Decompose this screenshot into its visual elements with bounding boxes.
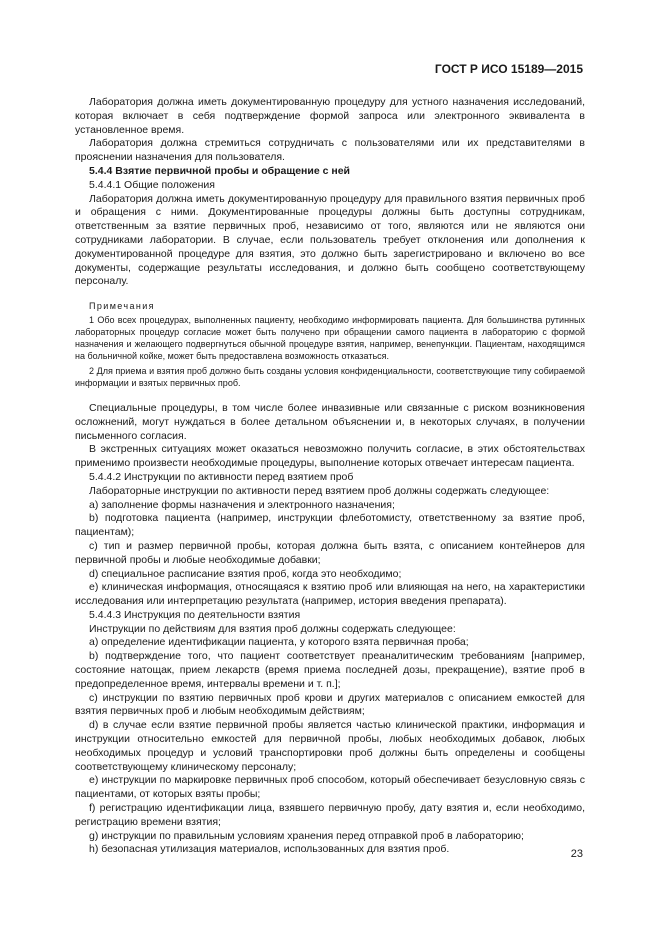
list-item: a) определение идентификации пациента, у которого взята первичная проба; xyxy=(89,636,469,649)
list-item: a) заполнение формы назначения и электронного назначения; xyxy=(89,498,395,511)
list-item: g) инструкции по правильным условиям хранения перед отправкой проб в лабораторию; xyxy=(89,829,524,842)
page-number: 23 xyxy=(570,848,583,860)
paragraph: Лаборатория должна стремиться сотрудничать с пользователями или их представителями в прояснении назначения для пользователя. xyxy=(75,137,585,164)
note-1: 1 Обо всех процедурах, выполненных пациенту, необходимо информировать пациента. Для большинства рутинных лабораторных процедур согласие может быть получено при обращении самого пациента в лабораторию с формой назначения и желающего подвергнуться обычной процедуре взятия, например, венепункции. Пациентам, находящимся на больничной койке, может быть предоставлена возможность отказаться. xyxy=(75,315,585,361)
list-item: d) в случае если взятие первичной пробы является частью клинической практики, информация и инструкции относительно емкостей для первичной пробы, любых необходимых добавок, любых необходимых процедур и условий транспортировки проб должны быть определены и сообщены соответствующему клиническому персоналу; xyxy=(75,719,585,773)
list-item: c) инструкции по взятию первичных проб крови и других материалов с описанием емкостей для взятия первичных проб и любым необходимым действиям; xyxy=(75,691,585,718)
paragraph: Лабораторные инструкции по активности перед взятием проб должны содержать следующее: xyxy=(89,484,550,497)
list-item: c) тип и размер первичной пробы, которая должна быть взята, с описанием контейнеров для первичной пробы и любые необходимые добавки; xyxy=(75,539,585,566)
paragraph: Лаборатория должна иметь документированную процедуру для устного назначения исследований, которая включает в себя подтверждение формой запроса или электронного эквивалента в установленное время. xyxy=(75,96,585,136)
list-item: f) регистрацию идентификации лица, взявшего первичную пробу, дату взятия и, если необходимо, регистрацию времени взятия; xyxy=(75,802,585,828)
note-2: 2 Для приема и взятия проб должно быть созданы условия конфиденциальности, соответствующие типу собираемой информации и взятых первичных проб. xyxy=(75,366,585,389)
page-body xyxy=(75,96,585,857)
paragraph: Специальные процедуры, в том числе более инвазивные или связанные с риском возникновения осложнений, могут нуждаться в более детальном объяснении и, в некоторых случаях, в получении письменного согласия. xyxy=(75,401,585,442)
list-item: e) клиническая информация, относящаяся к взятию проб или влияющая на него, на характеристики исследования или интерпретацию результата (например, история введения препарата). xyxy=(75,581,585,608)
section-heading-5-4-4: 5.4.4 Взятие первичной пробы и обращение с ней xyxy=(89,164,350,177)
list-item: b) подготовка пациента (например, инструкции флеботомисту, ответственному за взятие проб, пациентам); xyxy=(75,512,585,539)
subsection-heading-5-4-4-3: 5.4.4.3 Инструкция по деятельности взятия xyxy=(89,608,301,621)
document-header: ГОСТ Р ИСО 15189—2015 xyxy=(434,62,583,76)
list-item: b) подтверждение того, что пациент соответствует преаналитическим требованиям [например, состояние натощак, прием лекарств (время приема последней дозы, прекращение), взятие проб в предопределенное время, интервалы времени и т. п.]; xyxy=(75,650,585,690)
paragraph: Лаборатория должна иметь документированную процедуру для правильного взятия первичных проб и обращения с ними. Документированные процедуры должны быть доступны сотрудникам, ответственным за взятие первичных проб, независимо от того, являются или не являются они сотрудниками лаборатории. В случае, если пользователь требует отклонения или дополнения к документированной процедуре для взятия, это должно быть зарегистрировано и включено во все документы, содержащие результаты исследования, и должно быть сообщено соответствующему персоналу. xyxy=(75,192,585,288)
list-item: d) специальное расписание взятия проб, когда это необходимо; xyxy=(89,567,402,580)
list-item: h) безопасная утилизация материалов, использованных для взятия проб. xyxy=(89,843,450,856)
paragraph: В экстренных ситуациях может оказаться невозможно получить согласие, в этих обстоятельствах применимо произвести необходимые процедуры, выполнение которых отвечает интересам пациента. xyxy=(75,443,585,470)
paragraph: Инструкции по действиям для взятия проб должны содержать следующее: xyxy=(89,622,456,635)
subsection-heading-5-4-4-2: 5.4.4.2 Инструкции по активности перед взятием проб xyxy=(89,470,354,483)
subsection-heading-5-4-4-1: 5.4.4.1 Общие положения xyxy=(89,178,215,191)
list-item: e) инструкции по маркировке первичных проб способом, который обеспечивает безусловную связь с пациентами, от которых взяты пробы; xyxy=(75,774,585,801)
notes-title: Примечания xyxy=(89,301,155,312)
